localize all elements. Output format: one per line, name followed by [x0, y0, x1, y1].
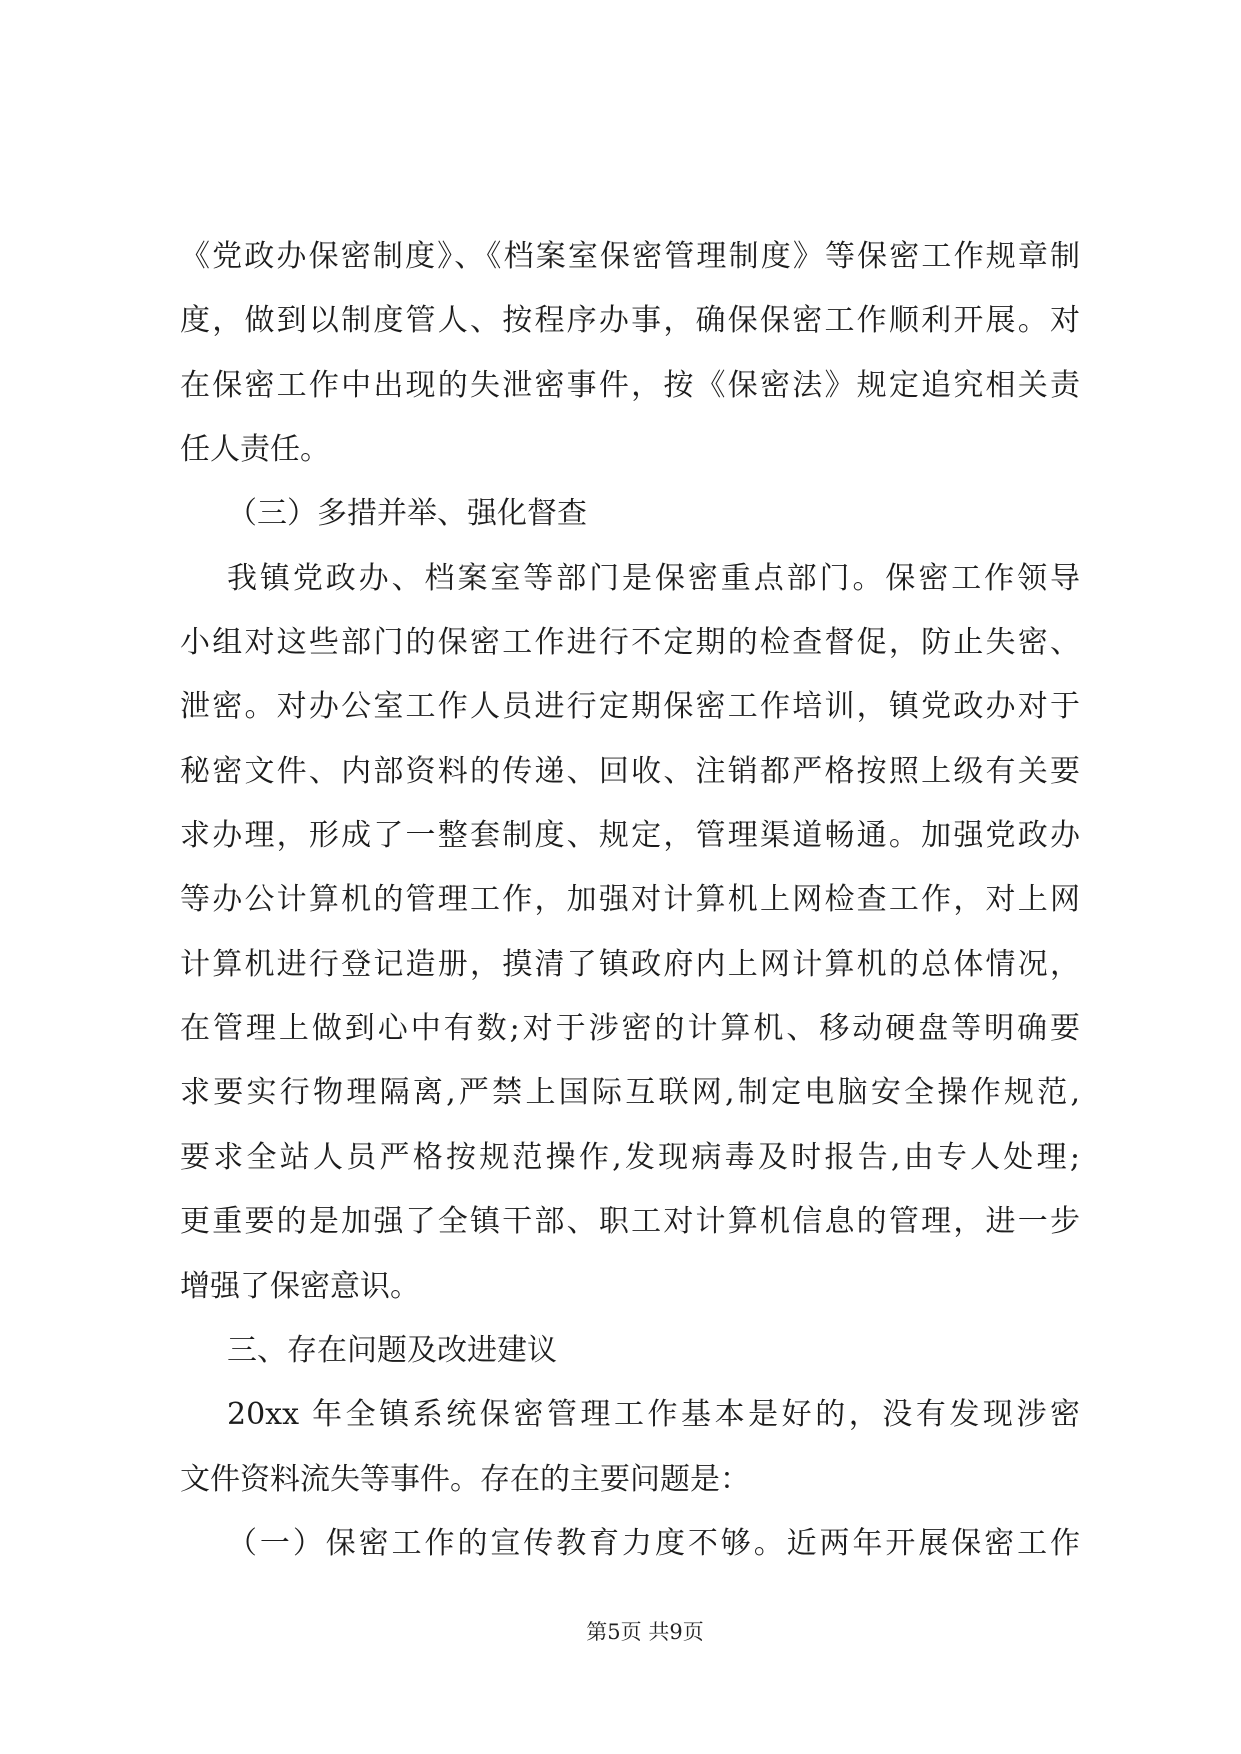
- body-text-line: 20xx 年全镇系统保密管理工作基本是好的，没有发现涉密: [227, 1397, 1080, 1433]
- body-text-line: 等办公计算机的管理工作，加强对计算机上网检查工作，对上网: [180, 882, 1080, 918]
- page-footer: 第5页 共9页: [586, 1620, 704, 1644]
- body-text-line: 泄密。对办公室工作人员进行定期保密工作培训，镇党政办对于: [180, 689, 1080, 725]
- body-text-line: 度，做到以制度管人、按程序办事，确保保密工作顺利开展。对: [180, 303, 1080, 339]
- body-text-line: 求要实行物理隔离,严禁上国际互联网,制定电脑安全操作规范,: [180, 1075, 1080, 1111]
- section-heading: 三、存在问题及改进建议: [227, 1332, 557, 1368]
- body-text-line: 计算机进行登记造册，摸清了镇政府内上网计算机的总体情况，: [180, 946, 1080, 982]
- body-text-line: 在管理上做到心中有数;对于涉密的计算机、移动硬盘等明确要: [180, 1011, 1080, 1047]
- body-text-line: （一）保密工作的宣传教育力度不够。近两年开展保密工作: [227, 1525, 1080, 1561]
- body-text-line: 秘密文件、内部资料的传递、回收、注销都严格按照上级有关要: [180, 753, 1080, 789]
- body-text-line: 要求全站人员严格按规范操作,发现病毒及时报告,由专人处理;: [180, 1139, 1080, 1175]
- body-text-line: 求办理，形成了一整套制度、规定，管理渠道畅通。加强党政办: [180, 818, 1080, 854]
- body-text-line: 任人责任。: [180, 432, 330, 468]
- body-text-line: 小组对这些部门的保密工作进行不定期的检查督促，防止失密、: [180, 625, 1080, 661]
- body-text-line: 在保密工作中出现的失泄密事件，按《保密法》规定追究相关责: [180, 367, 1080, 403]
- body-text-line: 文件资料流失等事件。存在的主要问题是：: [180, 1461, 750, 1497]
- body-text-line: 我镇党政办、档案室等部门是保密重点部门。保密工作领导: [227, 560, 1080, 596]
- body-text-line: 《党政办保密制度》、《档案室保密管理制度》等保密工作规章制: [180, 239, 1080, 274]
- section-heading: （三）多措并举、强化督查: [227, 496, 587, 532]
- body-text-line: 增强了保密意识。: [180, 1268, 420, 1304]
- body-text-line: 更重要的是加强了全镇干部、职工对计算机信息的管理，进一步: [180, 1204, 1080, 1240]
- document-body: [180, 225, 1080, 1576]
